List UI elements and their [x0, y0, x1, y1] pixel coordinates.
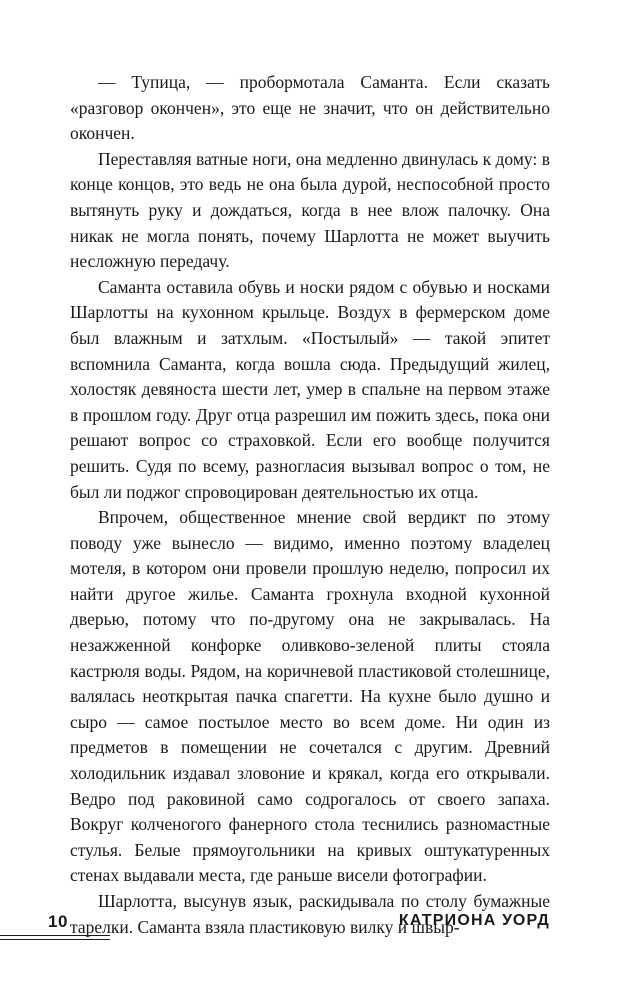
running-author: КАТРИОНА УОРД — [398, 912, 550, 929]
page-number: 10 — [48, 912, 68, 931]
body-text — [70, 70, 550, 940]
footer-rule — [0, 939, 110, 940]
footer-rule — [0, 935, 110, 936]
paragraph: Шарлотта, высунув язык, раскидывала по столу бумажные тарелки. Саманта взяла пластиковую вилку и швыр- — [70, 891, 550, 937]
paragraph: Саманта оставила обувь и носки рядом с обувью и носками Шарлотты на кухонном крыльце. Воздух в фермерском доме был влажным и затхлым. «Постылый» — такой эпитет вспомнила Саманта, когда вошла сюда. Предыдущий жилец, холостяк девяноста шести лет, умер в спальне на первом этаже в прошлом году. Друг отца разрешил им пожить здесь, пока они решают вопрос со страховкой. Если его вообще получится решить. Судя по всему, разногласия вызывал вопрос о том, не был ли поджог спровоцирован деятельностью их отца. — [70, 276, 550, 502]
paragraph: Впрочем, общественное мнение свой вердикт по этому поводу уже вынесло — видимо, именно поэтому владелец мотеля, в котором они провели прошлую неделю, попросил их найти другое жилье. Саманта грохнула входной кухонной дверью, потому что по-другому она не закрывалась. На незажженной конфорке оливково-зеленой плиты стояла кастрюля воды. Рядом, на коричневой пластиковой столешнице, валялась неоткрытая пачка спагетти. На кухне было душно и сыро — самое постылое место во всем доме. Ни один из предметов в помещении не сочетался с другим. Древний холодильник издавал зловоние и крякал, когда его открывали. Ведро под раковиной само содрогалось от своего запаха. Вокруг колченогого фанерного стола теснились разномастные стулья. Белые прямоугольники на кривых оштукатуренных стенах выдавали места, где раньше висели фотографии. — [70, 507, 550, 886]
paragraph: Переставляя ватные ноги, она медленно двинулась к дому: в конце концов, это ведь не она была дурой, неспособной просто вытянуть руку и дождаться, когда в нее влож палочку. Она никак не могла понять, почему Шарлотта не может выучить несложную передачу. — [70, 148, 550, 272]
paragraph: — Тупица, — пробормотала Саманта. Если сказать «разговор окончен», это еще не значит, что он действительно окончен. — [70, 72, 550, 144]
page-footer — [0, 908, 619, 948]
